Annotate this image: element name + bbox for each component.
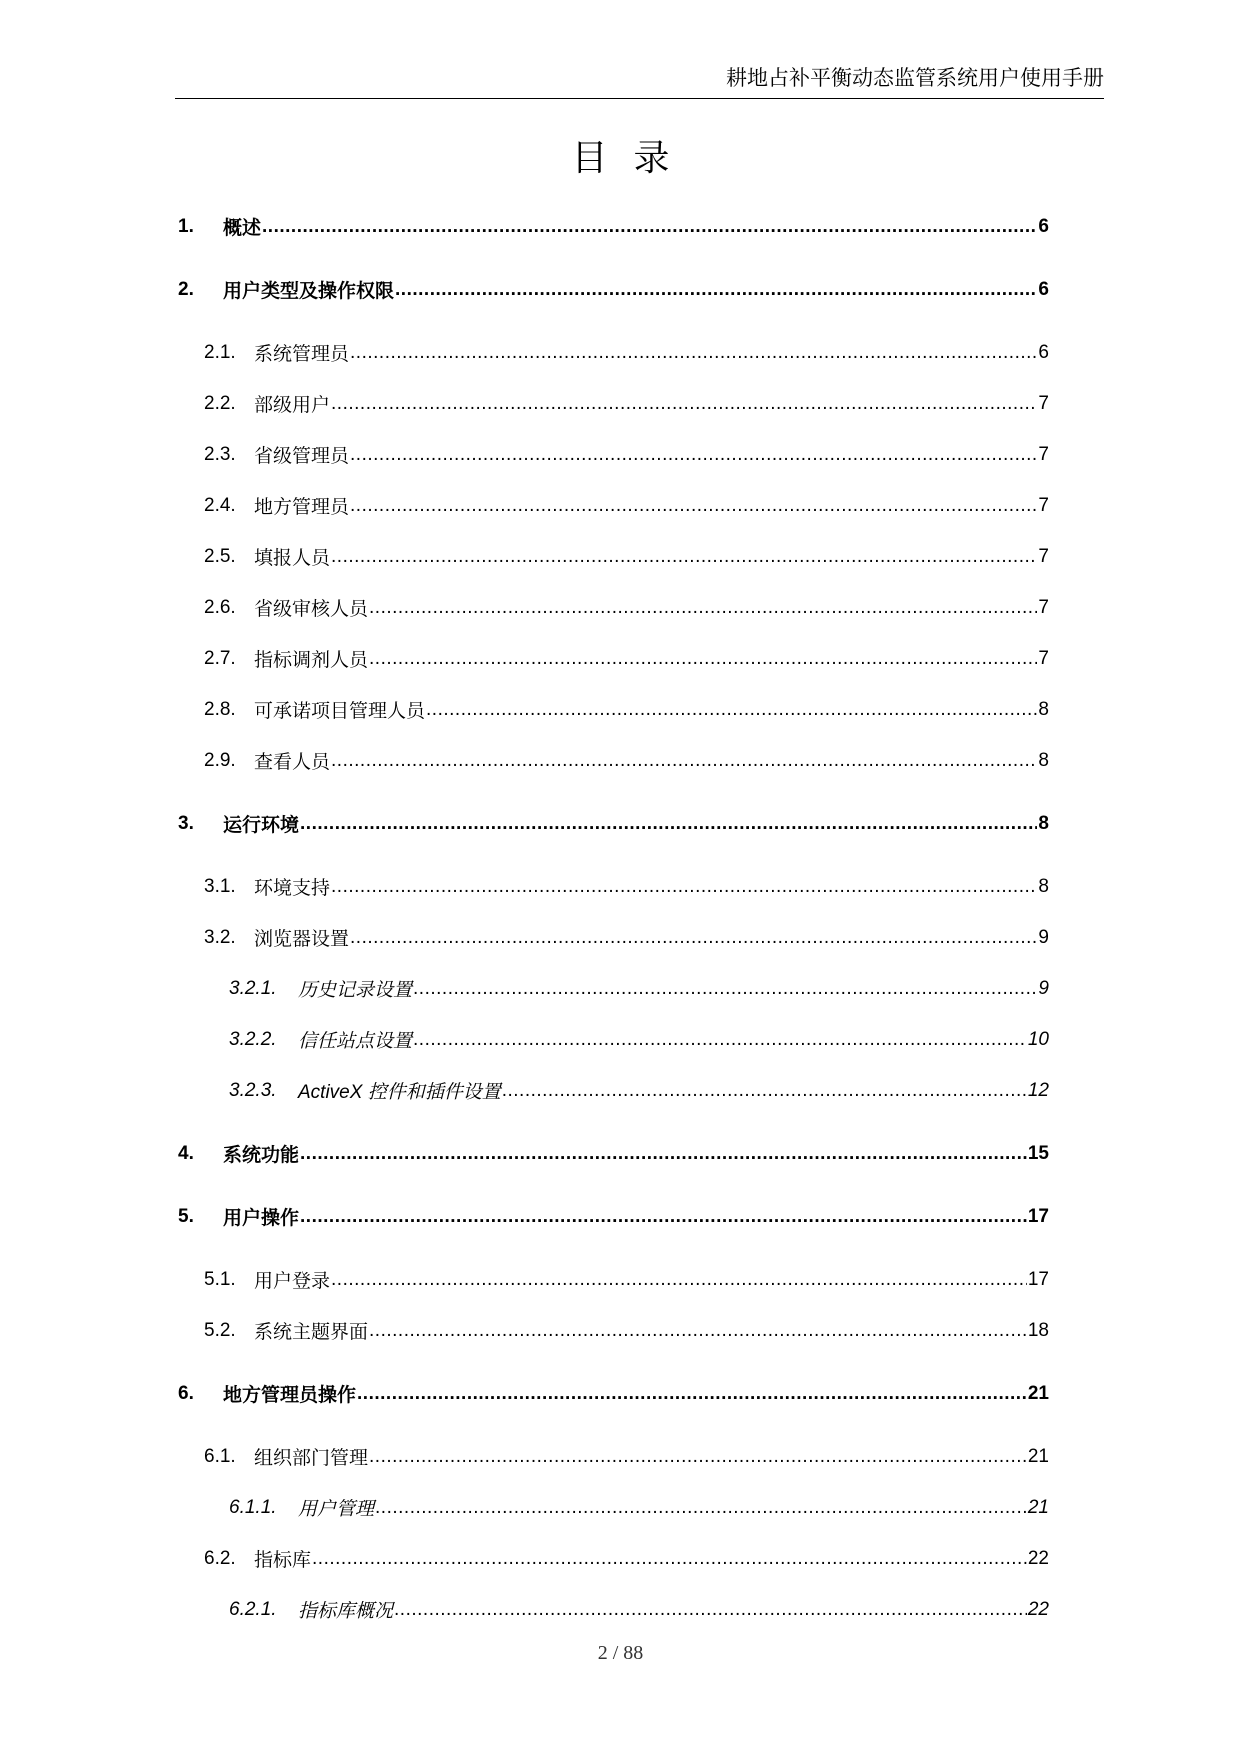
toc-entry-title: 查看人员 xyxy=(254,752,331,773)
toc-dot-leader xyxy=(413,978,1037,1000)
toc-entry[interactable] xyxy=(175,1254,1049,1305)
toc-dot-leader xyxy=(426,699,1037,721)
toc-entry-page: 8 xyxy=(1038,812,1049,834)
toc-dot-leader xyxy=(350,927,1037,949)
toc-entry[interactable] xyxy=(175,963,1049,1014)
toc-entry-page: 18 xyxy=(1027,1319,1049,1341)
toc-entry-number: 1. xyxy=(178,215,194,237)
toc-dot-leader xyxy=(369,1320,1027,1342)
toc-entry-number: 4. xyxy=(178,1142,194,1164)
page-title: 目录 xyxy=(571,137,696,178)
toc-dot-leader xyxy=(300,813,1037,835)
toc-entry-title: 部级用户 xyxy=(254,395,331,416)
toc-entry-page: 22 xyxy=(1027,1598,1049,1620)
toc-entry-title: 地方管理员 xyxy=(254,497,350,518)
toc-entry-page: 7 xyxy=(1038,392,1049,414)
toc-entry[interactable] xyxy=(175,1014,1049,1065)
toc-entry-page: 9 xyxy=(1038,926,1049,948)
toc-entry-page: 17 xyxy=(1027,1205,1049,1227)
toc-entry-page: 22 xyxy=(1027,1547,1049,1569)
toc-entry-page: 21 xyxy=(1027,1496,1049,1518)
toc-dot-leader xyxy=(350,342,1037,364)
toc-dot-leader xyxy=(413,1029,1027,1051)
toc-dot-leader xyxy=(262,216,1037,238)
toc-entry[interactable] xyxy=(175,1431,1049,1482)
toc-entry-page: 17 xyxy=(1027,1268,1049,1290)
toc-entry-number: 3.2. xyxy=(204,926,236,948)
toc-dot-leader xyxy=(350,495,1037,517)
running-header: 耕地占补平衡动态监管系统用户使用手册 xyxy=(726,67,1104,90)
toc-dot-leader xyxy=(375,1497,1027,1519)
toc-entry[interactable] xyxy=(175,912,1049,963)
toc-entry-page: 21 xyxy=(1027,1382,1049,1404)
toc-entry-number: 5.2. xyxy=(204,1319,236,1341)
toc-entry[interactable] xyxy=(175,327,1049,378)
toc-entry-number: 5.1. xyxy=(204,1268,236,1290)
toc-dot-leader xyxy=(331,546,1037,568)
toc-entry[interactable] xyxy=(175,861,1049,912)
toc-entry-title: 历史记录设置 xyxy=(298,980,413,1001)
page-number: 2 / 88 xyxy=(597,1642,644,1664)
toc-entry[interactable] xyxy=(175,1368,1049,1419)
toc-entry-page: 7 xyxy=(1038,494,1049,516)
toc-entry-page: 10 xyxy=(1027,1028,1049,1050)
toc-entry-number: 2.5. xyxy=(204,545,236,567)
toc-entry-page: 7 xyxy=(1038,545,1049,567)
toc-entry-title: 组织部门管理 xyxy=(254,1448,369,1469)
toc-entry-page: 7 xyxy=(1038,443,1049,465)
toc-entry-page: 8 xyxy=(1038,875,1049,897)
toc-entry-page: 7 xyxy=(1038,647,1049,669)
toc-dot-leader xyxy=(331,1269,1027,1291)
toc-dot-leader xyxy=(502,1080,1027,1102)
toc-entry[interactable] xyxy=(175,1305,1049,1356)
toc-entry-number: 2.2. xyxy=(204,392,236,414)
toc-entry-title: 用户登录 xyxy=(254,1271,331,1292)
toc-entry[interactable] xyxy=(175,378,1049,429)
toc-entry-number: 2.7. xyxy=(204,647,236,669)
toc-entry-page: 21 xyxy=(1027,1445,1049,1467)
toc-entry-page: 8 xyxy=(1038,698,1049,720)
toc-entry[interactable] xyxy=(175,264,1049,315)
toc-entry-number: 2.6. xyxy=(204,596,236,618)
toc-entry-number: 2.4. xyxy=(204,494,236,516)
toc-dot-leader xyxy=(369,597,1037,619)
toc-entry-title: 概述 xyxy=(223,218,262,239)
toc-entry-number: 3. xyxy=(178,812,194,834)
toc-dot-leader xyxy=(395,279,1037,301)
toc-entry[interactable] xyxy=(175,1191,1049,1242)
toc-entry[interactable] xyxy=(175,582,1049,633)
toc-entry-title: 省级审核人员 xyxy=(254,599,369,620)
toc-entry-number: 2.3. xyxy=(204,443,236,465)
toc-dot-leader xyxy=(300,1143,1027,1165)
toc-dot-leader xyxy=(312,1548,1027,1570)
toc-entry-number: 2.8. xyxy=(204,698,236,720)
toc-entry-title: 省级管理员 xyxy=(254,446,350,467)
toc-entry-number: 6.1. xyxy=(204,1445,236,1467)
toc-entry-title: 地方管理员操作 xyxy=(223,1385,357,1406)
toc-dot-leader xyxy=(369,648,1037,670)
toc-entry-title: 填报人员 xyxy=(254,548,331,569)
toc-entry-title: 环境支持 xyxy=(254,878,331,899)
toc-entry[interactable] xyxy=(175,1065,1049,1116)
toc-dot-leader xyxy=(350,444,1037,466)
toc-entry-title: 用户操作 xyxy=(223,1208,300,1229)
toc-entry-number: 6.1.1. xyxy=(229,1496,277,1518)
toc-entry-number: 3.2.3. xyxy=(229,1079,277,1101)
toc-entry-page: 6 xyxy=(1038,341,1049,363)
toc-dot-leader xyxy=(331,876,1037,898)
toc-entry-title: 用户类型及操作权限 xyxy=(223,281,395,302)
toc-entry-page: 12 xyxy=(1027,1079,1049,1101)
toc-entry-number: 3.1. xyxy=(204,875,236,897)
toc-entry-title: 浏览器设置 xyxy=(254,929,350,950)
toc-entry-page: 6 xyxy=(1038,278,1049,300)
toc-entry-number: 5. xyxy=(178,1205,194,1227)
toc-entry-page: 6 xyxy=(1038,215,1049,237)
toc-entry[interactable] xyxy=(175,201,1049,252)
toc-entry-title: 可承诺项目管理人员 xyxy=(254,701,426,722)
table-of-contents xyxy=(175,201,1049,1635)
toc-entry-number: 6.2.1. xyxy=(229,1598,277,1620)
toc-entry-title: 系统管理员 xyxy=(254,344,350,365)
toc-entry[interactable] xyxy=(175,735,1049,786)
toc-dot-leader xyxy=(300,1206,1027,1228)
toc-entry-title: 系统功能 xyxy=(223,1145,300,1166)
toc-entry-number: 3.2.1. xyxy=(229,977,277,999)
toc-entry[interactable] xyxy=(175,684,1049,735)
toc-entry[interactable] xyxy=(175,1128,1049,1179)
toc-entry[interactable] xyxy=(175,480,1049,531)
toc-entry-number: 2. xyxy=(178,278,194,300)
toc-entry[interactable] xyxy=(175,531,1049,582)
toc-entry[interactable] xyxy=(175,1533,1049,1584)
toc-dot-leader xyxy=(357,1383,1027,1405)
toc-entry-title: ActiveX 控件和插件设置 xyxy=(298,1082,501,1103)
toc-entry-title: 指标库 xyxy=(254,1550,312,1571)
toc-entry-title: 指标调剂人员 xyxy=(254,650,369,671)
toc-entry-page: 8 xyxy=(1038,749,1049,771)
toc-entry-page: 15 xyxy=(1027,1142,1049,1164)
toc-entry[interactable] xyxy=(175,429,1049,480)
toc-entry-number: 2.1. xyxy=(204,341,236,363)
toc-entry-title: 运行环境 xyxy=(223,815,300,836)
toc-entry-title: 系统主题界面 xyxy=(254,1322,369,1343)
toc-entry-number: 6. xyxy=(178,1382,194,1404)
toc-entry[interactable] xyxy=(175,798,1049,849)
toc-entry-page: 9 xyxy=(1038,977,1049,999)
toc-entry-title: 信任站点设置 xyxy=(298,1031,413,1052)
toc-entry-title: 指标库概况 xyxy=(298,1601,394,1622)
toc-entry-page: 7 xyxy=(1038,596,1049,618)
toc-dot-leader xyxy=(331,750,1037,772)
toc-entry-number: 2.9. xyxy=(204,749,236,771)
header-divider xyxy=(175,98,1104,99)
toc-entry-title: 用户管理 xyxy=(298,1499,375,1520)
toc-entry-number: 3.2.2. xyxy=(229,1028,277,1050)
toc-dot-leader xyxy=(369,1446,1027,1468)
toc-entry[interactable] xyxy=(175,1482,1049,1533)
toc-dot-leader xyxy=(394,1599,1027,1621)
toc-entry[interactable] xyxy=(175,633,1049,684)
toc-entry-number: 6.2. xyxy=(204,1547,236,1569)
toc-dot-leader xyxy=(331,393,1037,415)
toc-entry[interactable] xyxy=(175,1584,1049,1635)
